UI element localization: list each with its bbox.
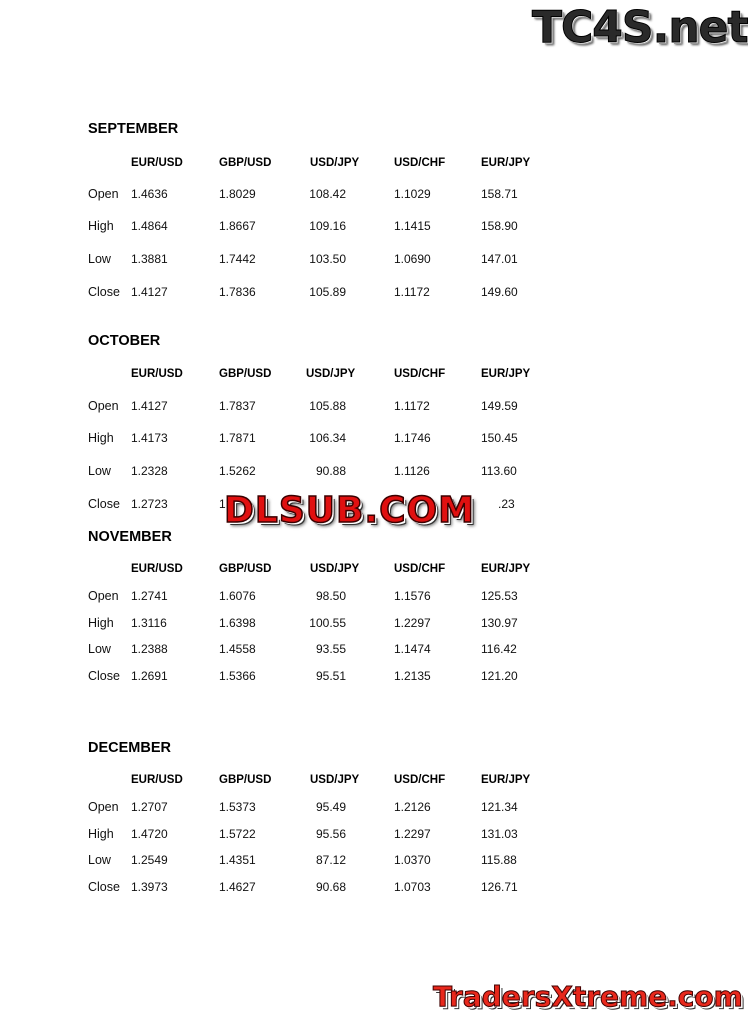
- row-label: High: [88, 219, 114, 233]
- table-cell: 108.42: [309, 187, 346, 201]
- table-cell: 95.56: [315, 827, 346, 841]
- table-cell: 87.12: [315, 853, 346, 867]
- row-label: Low: [88, 464, 111, 478]
- row-label: High: [88, 827, 114, 841]
- watermark-middle: DLSUB.COM: [224, 490, 475, 531]
- month-title: OCTOBER: [88, 333, 161, 349]
- table-cell: 1.4173: [131, 431, 168, 445]
- table-cell: 1.3116: [131, 616, 167, 630]
- table-cell: 98.50: [315, 589, 346, 603]
- table-cell: 1.5373: [219, 800, 256, 814]
- table-cell: 1.3973: [131, 880, 168, 894]
- column-header: EUR/JPY: [481, 157, 531, 169]
- column-header: USD/JPY: [310, 157, 360, 169]
- row-label: High: [88, 616, 114, 630]
- table-cell: 1.2707: [131, 800, 168, 814]
- table-cell: 1.2126: [394, 800, 431, 814]
- table-cell: 100.55: [309, 616, 346, 630]
- row-label: Open: [88, 187, 119, 201]
- table-cell: 1.2297: [394, 616, 431, 630]
- table-cell: 1: [219, 497, 226, 511]
- table-cell: 1.7836: [219, 285, 256, 299]
- column-header: USD/JPY: [306, 368, 356, 380]
- column-header: USD/CHF: [394, 368, 446, 380]
- column-header: EUR/JPY: [481, 368, 531, 380]
- table-cell: 1.5262: [219, 464, 256, 478]
- table-cell: 1.1029: [394, 187, 431, 201]
- row-label: Open: [88, 399, 119, 413]
- row-label: Open: [88, 800, 119, 814]
- column-header: GBP/USD: [219, 563, 272, 575]
- row-label: Close: [88, 497, 120, 511]
- table-cell: 1.4127: [131, 399, 168, 413]
- column-header: USD/CHF: [394, 157, 446, 169]
- table-cell: 116.42: [481, 642, 517, 656]
- table-cell: 1.4636: [131, 187, 168, 201]
- column-header: USD/CHF: [394, 774, 446, 786]
- table-cell: 1.2135: [394, 669, 431, 683]
- column-header: USD/CHF: [394, 563, 446, 575]
- table-cell: 95.49: [315, 800, 346, 814]
- table-cell: 1.4351: [219, 853, 256, 867]
- table-cell: 1.1746: [394, 431, 431, 445]
- table-cell: 90.88: [315, 464, 346, 478]
- table-cell: 1.5722: [219, 827, 256, 841]
- table-cell: 147.01: [481, 252, 518, 266]
- watermark-top: TC4S.net: [532, 2, 748, 53]
- table-cell: 1.4627: [219, 880, 256, 894]
- table-cell: 1.8667: [219, 219, 256, 233]
- column-header: EUR/JPY: [481, 563, 531, 575]
- table-cell: 1.2328: [131, 464, 168, 478]
- month-title: NOVEMBER: [88, 529, 172, 545]
- row-label: Close: [88, 880, 120, 894]
- row-label: Close: [88, 285, 120, 299]
- table-cell: 1.4720: [131, 827, 168, 841]
- watermark-bottom: TradersXtreme.com: [433, 980, 743, 1013]
- row-label: Low: [88, 853, 111, 867]
- table-cell: 1.1576: [394, 589, 431, 603]
- column-header: GBP/USD: [219, 157, 272, 169]
- table-cell: 1.2297: [394, 827, 431, 841]
- table-cell: .23: [498, 497, 515, 511]
- table-cell: 1.1172: [394, 285, 430, 299]
- table-cell: 1.2388: [131, 642, 168, 656]
- table-cell: 1.4558: [219, 642, 256, 656]
- table-cell: 121.34: [481, 800, 518, 814]
- table-cell: 1.0703: [394, 880, 431, 894]
- row-label: Close: [88, 669, 120, 683]
- table-cell: 103.50: [309, 252, 346, 266]
- table-cell: 125.53: [481, 589, 518, 603]
- table-cell: 1.0690: [394, 252, 431, 266]
- table-cell: 95.51: [315, 669, 346, 683]
- table-cell: 115.88: [481, 853, 517, 867]
- table-cell: 105.89: [309, 285, 346, 299]
- month-title: SEPTEMBER: [88, 121, 179, 137]
- table-cell: 1.7442: [219, 252, 256, 266]
- table-cell: 1.1172: [394, 399, 430, 413]
- table-cell: 1.2723: [131, 497, 168, 511]
- column-header: EUR/JPY: [481, 774, 531, 786]
- table-cell: 1.1474: [394, 642, 431, 656]
- column-header: USD/JPY: [310, 563, 360, 575]
- column-header: EUR/USD: [131, 563, 183, 575]
- month-title: DECEMBER: [88, 740, 171, 756]
- table-cell: 126.71: [481, 880, 518, 894]
- table-cell: 93.55: [315, 642, 346, 656]
- table-cell: 1.1415: [394, 219, 431, 233]
- table-cell: 158.71: [481, 187, 518, 201]
- table-cell: 1.8029: [219, 187, 256, 201]
- column-header: EUR/USD: [131, 368, 183, 380]
- row-label: Low: [88, 642, 111, 656]
- table-cell: 90.68: [315, 880, 346, 894]
- table-cell: 113.60: [481, 464, 517, 478]
- table-cell: 105.88: [309, 399, 346, 413]
- table-cell: 106.34: [309, 431, 346, 445]
- column-header: EUR/USD: [131, 774, 183, 786]
- table-cell: 131.03: [481, 827, 518, 841]
- table-cell: 1.3881: [131, 252, 168, 266]
- table-cell: 149.60: [481, 285, 518, 299]
- row-label: Open: [88, 589, 119, 603]
- table-cell: 109.16: [309, 219, 346, 233]
- table-cell: 1.6398: [219, 616, 256, 630]
- table-cell: 1.1126: [394, 464, 430, 478]
- table-cell: 121.20: [481, 669, 518, 683]
- table-cell: 149.59: [481, 399, 518, 413]
- column-header: GBP/USD: [219, 368, 272, 380]
- column-header: GBP/USD: [219, 774, 272, 786]
- table-cell: 1.6076: [219, 589, 256, 603]
- table-cell: 1.2691: [131, 669, 168, 683]
- row-label: High: [88, 431, 114, 445]
- column-header: USD/JPY: [310, 774, 360, 786]
- table-cell: 1.4864: [131, 219, 168, 233]
- table-cell: 1.7837: [219, 399, 256, 413]
- table-cell: 1.5366: [219, 669, 256, 683]
- row-label: Low: [88, 252, 111, 266]
- table-cell: 1.2549: [131, 853, 168, 867]
- table-cell: 150.45: [481, 431, 518, 445]
- column-header: EUR/USD: [131, 157, 183, 169]
- table-cell: 1.0370: [394, 853, 431, 867]
- table-cell: 158.90: [481, 219, 518, 233]
- table-cell: 130.97: [481, 616, 518, 630]
- table-cell: 1.4127: [131, 285, 168, 299]
- table-cell: 1.2741: [131, 589, 168, 603]
- table-cell: 1.7871: [219, 431, 256, 445]
